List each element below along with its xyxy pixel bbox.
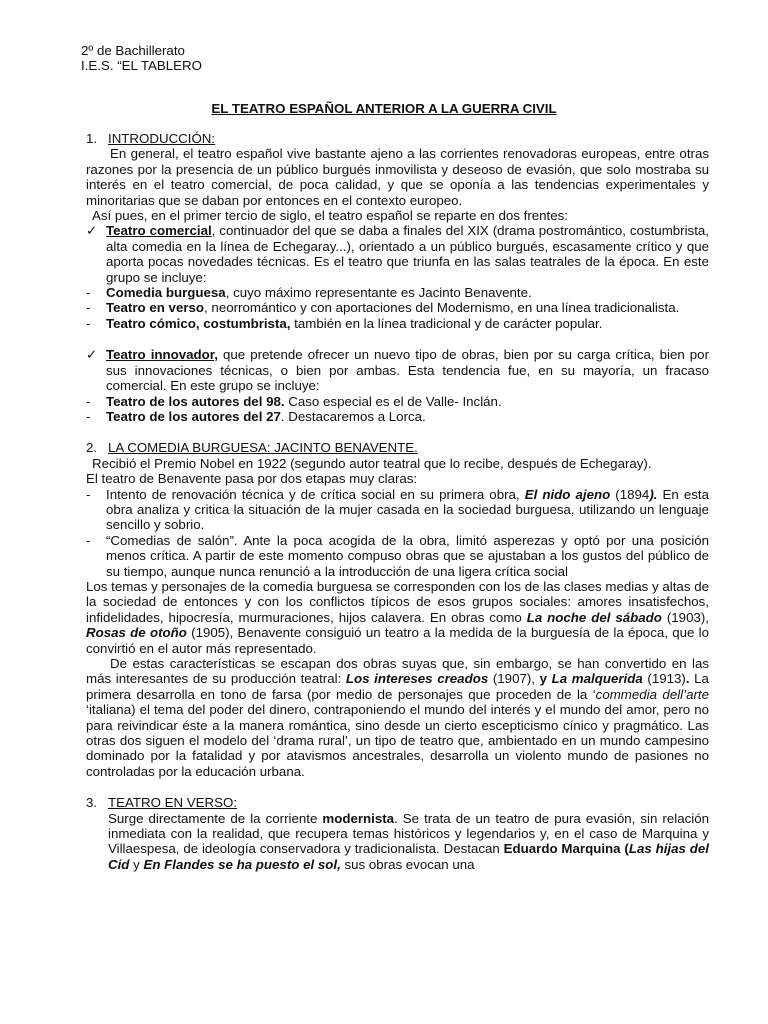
list-item: [86, 285, 709, 300]
text: Surge directamente de la corriente: [108, 810, 323, 826]
list-item: [86, 409, 709, 424]
list-item: [86, 300, 709, 315]
term-description: , neorromántico y con aportaciones del Modernismo, en una línea tradicionalista.: [204, 300, 680, 316]
text: .: [685, 671, 690, 687]
list-item: [86, 316, 709, 331]
work-title: La malquerida: [551, 671, 643, 687]
section-content: [86, 456, 709, 780]
work-title: Los intereses creados: [345, 671, 489, 687]
text: modernista: [322, 810, 395, 826]
term: Teatro cómico, costumbrista,: [106, 315, 291, 331]
paragraph: [86, 579, 709, 656]
text: La primera desarrolla en tono de farsa (por medio de personajes que proceden de la ‘: [86, 671, 709, 702]
section-number: 2.: [86, 440, 98, 456]
work-title: Rosas de otoño: [86, 625, 187, 641]
term-description: , continuador del que se daba a finales del XIX (drama postromántico, costumbrista, alta comedia en la línea de Echegaray...), orientado a un público burgués, escasamente crítico y que aporta pocas novedades técnicas. Es el teatro que triunfa en las salas teatrales de la época. En este grupo se incluye:: [106, 223, 709, 285]
document-body: [86, 131, 709, 888]
document-title: EL TEATRO ESPAÑOL ANTERIOR A LA GUERRA CIVIL: [211, 101, 557, 116]
text: Los temas y personajes de la comedia burguesa se corresponden con los de las clases medias y altas de la sociedad de entonces y con los conflictos típicos de esos grupos sociales: amores insatisfechos, infidelidades, hipocresía, murmuraciones, hijos calavera. En obras como: [86, 578, 709, 625]
text: ).: [649, 486, 658, 502]
term-description: , cuyo máximo representante es Jacinto Benavente.: [225, 285, 532, 301]
list-item: [86, 487, 709, 533]
section-heading: INTRODUCCIÓN:: [108, 131, 216, 146]
text: ‘italiana) el tema del poder del dinero, contraponiendo el mundo del interés y el mundo del amor, pero no para reivindicar éste a la manera romántica, sino desde un cierto escepticismo cínico y pragmático. Las otras dos siguen el modelo del ‘drama rural’, un tipo de teatro que, ambientado en un mundo campesino dominado por la fatalidad y por atavismos ancestrales, desarrolla un violento mundo de pasiones no controladas por la educación urbana.: [86, 702, 709, 779]
section-teatro-en-verso: [86, 795, 709, 872]
text: (1903),: [661, 609, 709, 625]
paragraph: [86, 656, 709, 779]
section-content: [108, 811, 709, 873]
section-heading: TEATRO EN VERSO:: [108, 795, 238, 811]
paragraph: El teatro de Benavente pasa por dos etapas muy claras:: [86, 471, 418, 487]
section-comedia-burguesa: [86, 440, 709, 779]
section-number: 1.: [86, 131, 98, 146]
work-title: El nido ajeno: [524, 486, 611, 502]
author-name: Eduardo Marquina (: [503, 841, 629, 857]
text: “Comedias de salón”. Ante la poca acogida de la obra, limitó asperezas y optó por una posición menos crítica. A partir de este momento compuso obras que se ajustaban a los gustos del público de su tiempo, aunque nunca renunció a la introducción de una ligera crítica social: [106, 532, 709, 579]
paragraph: En general, el teatro español vive bastante ajeno a las corrientes renovadoras europeas, entre otras razones por la presencia de un público burgués inmovilista y deseoso de evasión, que solo mostraba su interés en el teatro comercial, de poca calidad, y que se oponía a las tendencias experimentales y minoritarias que se daban por entonces en el contexto europeo.: [86, 146, 709, 208]
text: En esta obra analiza y critica la situación de la mujer casada en la sociedad burguesa, utilizando un lenguaje sencillo y sobrio.: [106, 486, 709, 533]
course-label: 2º de Bachillerato: [81, 43, 185, 58]
text: (1907),: [488, 671, 540, 687]
term: Teatro en verso: [106, 300, 205, 316]
paragraph: Recibió el Premio Nobel en 1922 (segundo autor teatral que lo recibe, después de Echegaray).: [92, 455, 652, 471]
work-title: Las hijas del Cid: [108, 841, 709, 872]
dash-icon: -: [86, 408, 91, 424]
list-item-teatro-comercial: [86, 223, 709, 285]
term-description: que pretende ofrecer un nuevo tipo de obras, bien por su carga crítica, bien por sus innovaciones técnicas, o bien por ambas. Esta tendencia fue, en su mayoría, un fracaso comercial. En este grupo se incluye:: [106, 347, 710, 394]
work-title: En Flandes se ha puesto el sol,: [143, 856, 341, 872]
check-icon: ✓: [86, 347, 98, 363]
document-header: [81, 43, 202, 74]
check-icon: ✓: [86, 223, 98, 239]
text: (1913): [642, 671, 686, 687]
school-label: I.E.S. “EL TABLERO: [81, 58, 202, 74]
term-description: . Destacaremos a Lorca.: [280, 408, 426, 424]
term: Teatro de los autores del 27: [106, 408, 281, 424]
paragraph: Así pues, en el primer tercio de siglo, el teatro español se reparte en dos frentes:: [92, 208, 568, 224]
term: Comedia burguesa: [106, 285, 226, 301]
dash-icon: -: [86, 315, 91, 331]
list-item: [86, 533, 709, 579]
dash-icon: -: [86, 532, 91, 548]
dash-icon: -: [86, 486, 91, 502]
dash-icon: -: [86, 300, 91, 316]
text: (1905), Benavente consiguió un teatro a la medida de la burguesía de la época, que lo convirtió en el autor más representado.: [86, 625, 709, 656]
text: y: [539, 671, 552, 687]
term: Teatro de los autores del 98.: [106, 393, 285, 409]
text: (1894: [610, 486, 650, 502]
text: . Se trata de un teatro de pura evasión, sin relación inmediata con la realidad, que recupera temas históricos y legendarios y, en el caso de Marquina y Villaespesa, de ideología conservadora y tradicionalista. Destacan: [108, 810, 709, 857]
section-heading: LA COMEDIA BURGUESA: JACINTO BENAVENTE.: [108, 440, 418, 456]
term: Teatro innovador,: [106, 347, 218, 363]
work-title: La noche del sábado: [526, 609, 662, 625]
text: De estas características se escapan dos obras suyas que, sin embargo, se han convertido en las más interesantes de su producción teatral:: [86, 656, 709, 687]
text: Intento de renovación técnica y de crítica social en su primera obra,: [106, 486, 525, 502]
section-content: [86, 146, 709, 424]
text: sus obras evocan una: [340, 856, 475, 872]
section-number: 3.: [86, 795, 98, 811]
dash-icon: -: [86, 393, 91, 409]
paragraph: [108, 811, 709, 873]
list-item-teatro-innovador: [86, 347, 709, 393]
section-introduccion: [86, 131, 709, 424]
dash-icon: -: [86, 285, 91, 301]
term-description: Caso especial es el de Valle- Inclán.: [284, 393, 502, 409]
text: commedia dell’arte: [595, 686, 709, 702]
term-description: también en la línea tradicional y de carácter popular.: [290, 315, 603, 331]
list-item: [86, 394, 709, 409]
text: y: [129, 856, 144, 872]
term: Teatro comercial: [106, 223, 212, 239]
